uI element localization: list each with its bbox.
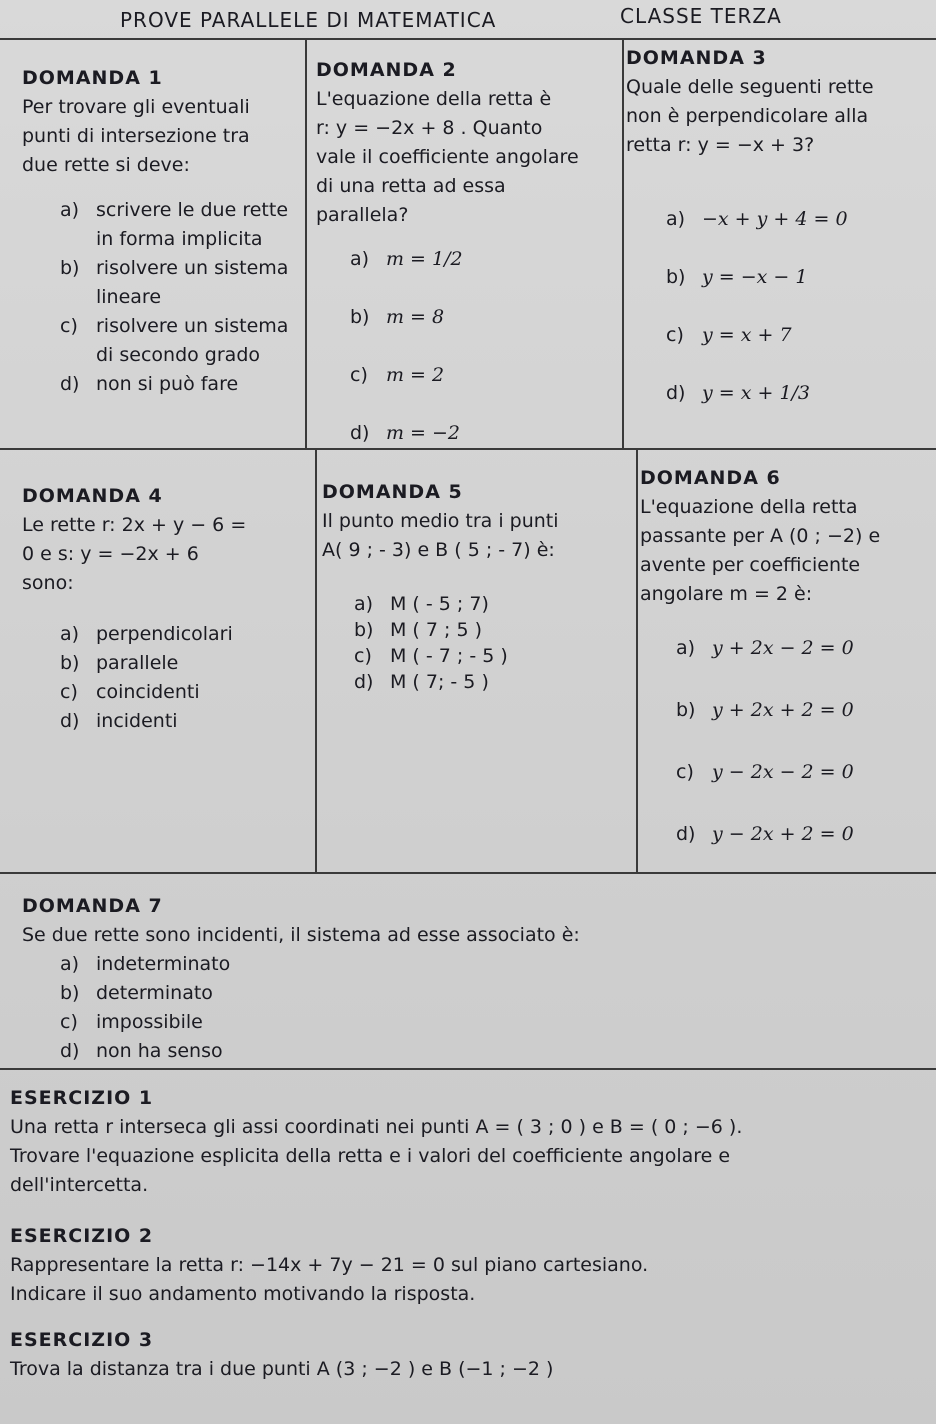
question-3 [626,44,932,422]
option-b: b) determinato [60,982,213,1004]
question-1 [22,64,304,399]
option-d: d) non ha senso [60,1040,223,1062]
exercise-text: Trova la distanza tra i due punti A (3 ; −2 ) e B (−1 ; −2 ) [10,1358,554,1380]
option-c: c) y − 2x − 2 = 0 [676,761,854,783]
question-2 [316,56,616,462]
option-b: b) risolvere un sistema [60,257,289,279]
exercise-text: dell'intercetta. [10,1174,149,1196]
table-col-divider [622,38,624,450]
question-text: non è perpendicolare alla [626,105,869,127]
option-a: a) −x + y + 4 = 0 [666,208,848,230]
option-c: c) M ( - 7 ; - 5 ) [354,645,508,667]
question-text: di una retta ad essa [316,175,506,197]
question-text: L'equazione della retta è [316,88,552,110]
option-a: a) M ( - 5 ; 7) [354,593,489,615]
exercise-text: Una retta r interseca gli assi coordinati nei punti A = ( 3 ; 0 ) e B = ( 0 ; −6 ). [10,1116,743,1138]
option-b: b) y + 2x + 2 = 0 [676,699,854,721]
option-a: a) y + 2x − 2 = 0 [676,637,854,659]
table-col-divider [636,448,638,874]
question-text: passante per A (0 ; −2) e [640,525,881,547]
exercise-text: Rappresentare la retta r: −14x + 7y − 21 = 0 sul piano cartesiano. [10,1254,649,1276]
exercise-title: ESERCIZIO 3 [10,1329,154,1351]
question-title: DOMANDA 1 [22,67,163,89]
option-d: d) y − 2x + 2 = 0 [676,823,854,845]
question-title: DOMANDA 3 [626,47,767,69]
exercise-title: ESERCIZIO 1 [10,1087,154,1109]
option-b: b) y = −x − 1 [666,266,808,288]
header [0,4,936,34]
question-title: DOMANDA 6 [640,467,781,489]
question-text: Per trovare gli eventuali [22,96,250,118]
table-col-divider [305,38,307,450]
question-text: angolare m = 2 è: [640,583,813,605]
question-text: punti di intersezione tra [22,125,250,147]
question-6 [640,464,932,865]
option-d: d) m = −2 [350,422,461,444]
option-c: c) coincidenti [60,681,200,703]
option-d: d) non si può fare [60,373,239,395]
option-c-cont: di secondo grado [96,344,261,366]
option-d: d) incidenti [60,710,178,732]
option-a-cont: in forma implicita [96,228,263,250]
option-a: a) m = 1/2 [350,248,463,270]
question-text: vale il coefficiente angolare [316,146,579,168]
table-row-divider [0,872,936,874]
question-text: parallela? [316,204,409,226]
question-text: retta r: y = −x + 3? [626,134,815,156]
question-text: Quale delle seguenti rette [626,76,874,98]
exercise-2 [10,1222,648,1309]
question-text: Se due rette sono incidenti, il sistema ad esse associato è: [22,924,580,946]
table-col-divider [315,448,317,874]
question-4 [22,482,312,736]
option-a: a) scrivere le due rette [60,199,289,221]
table-bottom-line [0,1068,936,1070]
option-b-cont: lineare [96,286,162,308]
question-text: due rette si deve: [22,154,190,176]
question-text: A( 9 ; - 3) e B ( 5 ; - 7) è: [322,539,555,561]
option-b: b) parallele [60,652,179,674]
question-7 [22,892,922,1066]
option-c: c) risolvere un sistema [60,315,289,337]
question-text: sono: [22,572,74,594]
question-title: DOMANDA 5 [322,481,463,503]
exercise-3 [10,1326,553,1384]
option-c: c) y = x + 7 [666,324,792,346]
question-title: DOMANDA 4 [22,485,163,507]
table-top-line [0,38,936,40]
option-c: c) impossibile [60,1011,203,1033]
question-title: DOMANDA 2 [316,59,457,81]
question-text: avente per coefficiente [640,554,861,576]
exercise-title: ESERCIZIO 2 [10,1225,154,1247]
question-title: DOMANDA 7 [22,895,163,917]
option-a: a) perpendicolari [60,623,233,645]
option-b: b) m = 8 [350,306,445,328]
option-a: a) indeterminato [60,953,231,975]
question-5 [322,478,634,695]
exercise-text: Indicare il suo andamento motivando la risposta. [10,1283,476,1305]
exercise-1 [10,1084,742,1200]
option-d: d) M ( 7; - 5 ) [354,671,489,693]
question-text: L'equazione della retta [640,496,858,518]
option-d: d) y = x + 1/3 [666,382,811,404]
question-text: Il punto medio tra i punti [322,510,559,532]
question-text: Le rette r: 2x + y − 6 = [22,514,247,536]
class-label: CLASSE TERZA [620,4,782,28]
question-text: 0 e s: y = −2x + 6 [22,543,199,565]
worksheet-title: PROVE PARALLELE DI MATEMATICA [120,8,497,32]
exercise-text: Trovare l'equazione esplicita della retta e i valori del coefficiente angolare e [10,1145,731,1167]
question-text: r: y = −2x + 8 . Quanto [316,117,543,139]
option-c: c) m = 2 [350,364,445,386]
option-b: b) M ( 7 ; 5 ) [354,619,482,641]
